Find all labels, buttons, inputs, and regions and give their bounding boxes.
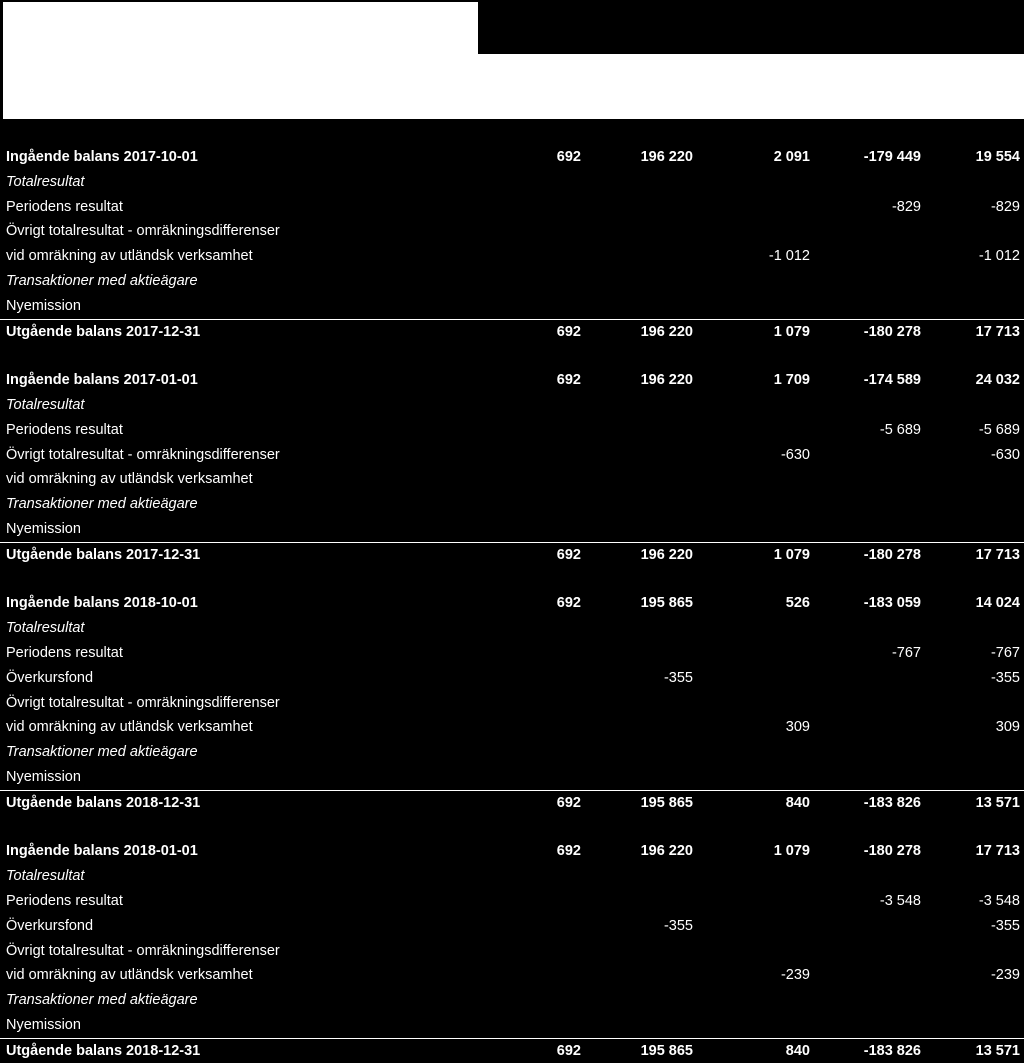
row-label: vid omräkning av utländsk verksamhet	[6, 248, 253, 265]
row-value: 1 709	[773, 372, 810, 389]
row-label: Nyemission	[6, 520, 81, 537]
row-label: vid omräkning av utländsk verksamhet	[6, 719, 253, 736]
row-value: 526	[785, 595, 810, 612]
row-value: 13 571	[975, 794, 1020, 811]
table-row	[0, 864, 1024, 889]
row-label: Utgående balans 2018-12-31	[6, 1042, 201, 1059]
row-label: Periodens resultat	[6, 421, 123, 438]
row-label: Övrigt totalresultat - omräkningsdifferenser	[6, 446, 280, 463]
row-label: Nyemission	[6, 1016, 81, 1033]
row-value: -630	[990, 446, 1020, 463]
row-value: -767	[891, 644, 921, 661]
row-value: 692	[556, 372, 581, 389]
table-row	[0, 616, 1024, 641]
table-row	[0, 219, 1024, 244]
row-label: vid omräkning av utländsk verksamhet	[6, 967, 253, 984]
row-label: Transaktioner med aktieägare	[6, 496, 198, 513]
row-value: -180 278	[863, 323, 921, 340]
row-value: -183 059	[863, 595, 921, 612]
row-value: 195 865	[640, 794, 693, 811]
table-row	[0, 641, 1024, 666]
row-label: Ingående balans 2018-10-01	[6, 595, 198, 612]
row-value: -1 012	[978, 248, 1020, 265]
row-label: Periodens resultat	[6, 198, 123, 215]
row-value: 14 024	[975, 595, 1020, 612]
header-column-strip	[478, 54, 1024, 119]
row-label: Totalresultat	[6, 396, 85, 413]
row-value: 24 032	[975, 372, 1020, 389]
table-row	[0, 963, 1024, 988]
row-label: Transaktioner med aktieägare	[6, 744, 198, 761]
row-value: 309	[785, 719, 810, 736]
row-value: 692	[556, 843, 581, 860]
row-value: -355	[663, 917, 693, 934]
row-label: Nyemission	[6, 768, 81, 785]
row-value: 309	[995, 719, 1020, 736]
row-label: Ingående balans 2017-10-01	[6, 149, 198, 165]
table-row	[0, 269, 1024, 294]
row-label: Övrigt totalresultat - omräkningsdifferenser	[6, 942, 280, 959]
table-row	[0, 517, 1024, 542]
row-value: -3 548	[879, 892, 921, 909]
table-row	[0, 170, 1024, 195]
row-label: Transaktioner med aktieägare	[6, 272, 198, 289]
table-row	[0, 294, 1024, 319]
row-label: Övrigt totalresultat - omräkningsdifferenser	[6, 694, 280, 711]
closing-balance-row	[0, 319, 1024, 344]
row-value: 1 079	[773, 546, 810, 563]
row-value: -180 278	[863, 843, 921, 860]
row-value: 840	[785, 794, 810, 811]
row-value: -767	[990, 644, 1020, 661]
row-value: -355	[663, 669, 693, 686]
row-label: Totalresultat	[6, 868, 85, 885]
row-value: -239	[780, 967, 810, 984]
row-value: -179 449	[863, 149, 921, 165]
table-row	[0, 939, 1024, 964]
table-row	[0, 839, 1024, 864]
table-row	[0, 988, 1024, 1013]
row-value: 196 220	[640, 323, 693, 340]
row-label: Övrigt totalresultat - omräkningsdifferenser	[6, 223, 280, 240]
table-row	[0, 492, 1024, 517]
section-spacer	[0, 343, 1024, 368]
row-value: -829	[990, 198, 1020, 215]
row-value: -1 012	[768, 248, 810, 265]
row-value: 1 079	[773, 323, 810, 340]
row-label: Transaktioner med aktieägare	[6, 992, 198, 1009]
row-label: Totalresultat	[6, 620, 85, 637]
row-value: 692	[556, 794, 581, 811]
table-row	[0, 418, 1024, 443]
table-row	[0, 715, 1024, 740]
row-label: Utgående balans 2017-12-31	[6, 323, 201, 340]
table-row	[0, 1013, 1024, 1038]
row-value: 195 865	[640, 1042, 693, 1059]
row-value: 195 865	[640, 595, 693, 612]
section-spacer	[0, 567, 1024, 592]
row-value: 13 571	[975, 1042, 1020, 1059]
row-value: -355	[990, 669, 1020, 686]
table-row	[0, 145, 1024, 170]
row-label: Utgående balans 2017-12-31	[6, 546, 201, 563]
row-value: -5 689	[978, 421, 1020, 438]
row-value: -239	[990, 967, 1020, 984]
row-value: -3 548	[978, 892, 1020, 909]
closing-balance-row	[0, 1038, 1024, 1063]
table-row	[0, 691, 1024, 716]
table-row	[0, 368, 1024, 393]
row-label: Ingående balans 2017-01-01	[6, 372, 198, 389]
row-label: Periodens resultat	[6, 892, 123, 909]
row-label: Periodens resultat	[6, 644, 123, 661]
row-value: -630	[780, 446, 810, 463]
row-value: -5 689	[879, 421, 921, 438]
table-row	[0, 244, 1024, 269]
row-value: 1 079	[773, 843, 810, 860]
row-value: 17 713	[975, 546, 1020, 563]
closing-balance-row	[0, 542, 1024, 567]
table-row	[0, 591, 1024, 616]
row-label: Ingående balans 2018-01-01	[6, 843, 198, 860]
row-value: 692	[556, 149, 581, 165]
row-value: 17 713	[975, 323, 1020, 340]
section-spacer	[0, 815, 1024, 840]
row-value: -180 278	[863, 546, 921, 563]
row-value: -183 826	[863, 1042, 921, 1059]
row-value: 196 220	[640, 372, 693, 389]
row-value: 196 220	[640, 149, 693, 165]
row-value: -829	[891, 198, 921, 215]
table-row	[0, 889, 1024, 914]
row-value: 692	[556, 546, 581, 563]
row-value: 196 220	[640, 843, 693, 860]
row-value: 692	[556, 1042, 581, 1059]
table-row	[0, 443, 1024, 468]
row-label: Totalresultat	[6, 173, 85, 190]
row-label: Nyemission	[6, 297, 81, 314]
table-row	[0, 467, 1024, 492]
header-block	[3, 2, 478, 119]
row-value: 196 220	[640, 546, 693, 563]
row-label: Utgående balans 2018-12-31	[6, 794, 201, 811]
table-row	[0, 666, 1024, 691]
row-value: -174 589	[863, 372, 921, 389]
table-row	[0, 393, 1024, 418]
row-value: -183 826	[863, 794, 921, 811]
row-value: 692	[556, 323, 581, 340]
row-value: 2 091	[773, 149, 810, 165]
equity-changes-table	[0, 145, 1024, 1062]
row-value: 840	[785, 1042, 810, 1059]
table-row	[0, 914, 1024, 939]
table-row	[0, 740, 1024, 765]
row-value: 692	[556, 595, 581, 612]
row-value: 19 554	[975, 149, 1020, 165]
row-value: 17 713	[975, 843, 1020, 860]
closing-balance-row	[0, 790, 1024, 815]
row-label: Överkursfond	[6, 669, 94, 686]
row-label: Överkursfond	[6, 917, 94, 934]
row-label: vid omräkning av utländsk verksamhet	[6, 471, 253, 488]
row-value: -355	[990, 917, 1020, 934]
table-row	[0, 765, 1024, 790]
table-row	[0, 195, 1024, 220]
